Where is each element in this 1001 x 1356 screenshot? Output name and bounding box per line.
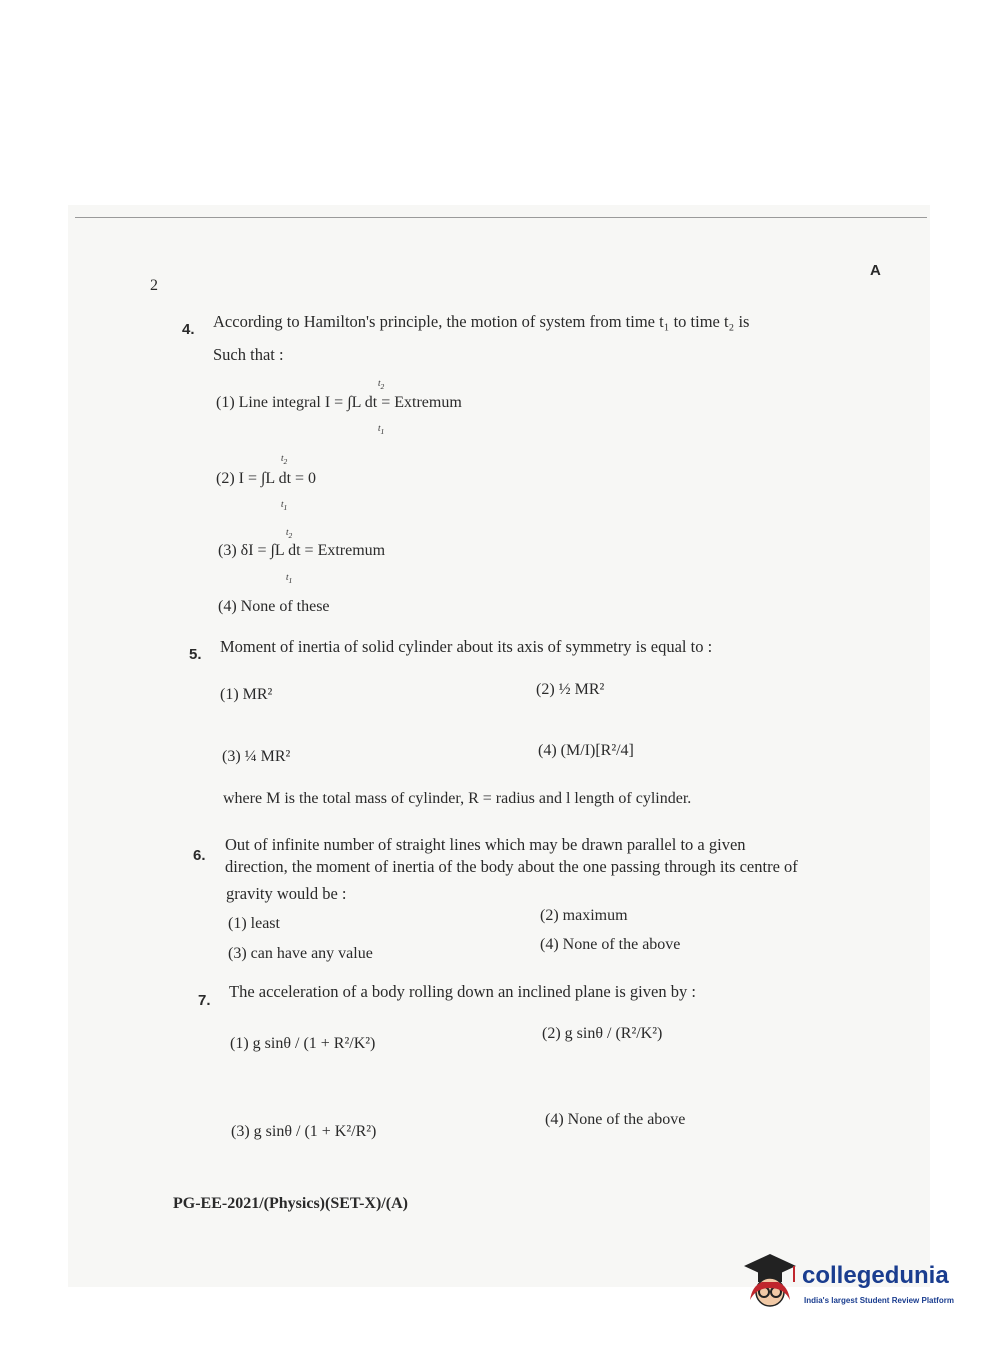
q4-option-1-text: (1) Line integral I = ∫L dt = Extremum [216, 394, 462, 411]
q7-option-3: (3) g sinθ / (1 + K²/R²) [231, 1123, 377, 1140]
top-rule [75, 217, 927, 218]
q7-text: The acceleration of a body rolling down an inclined plane is given by : [229, 982, 696, 1001]
logo-name: collegedunia [802, 1262, 949, 1289]
q4-option-3-text: (3) δI = ∫L dt = Extremum [218, 542, 386, 559]
q5-option-4: (4) (M/I)[R²/4] [538, 742, 634, 759]
q4-opt1-lower-limit: $t_1$ [378, 423, 385, 436]
collegedunia-logo [740, 1248, 970, 1318]
q5-option-1: (1) MR² [220, 686, 273, 703]
q4-option-4: (4) None of these [218, 598, 330, 615]
q4-option-2 [216, 470, 316, 488]
q4-opt2-upper-limit: $t_2$ [281, 453, 288, 466]
q6-line2: direction, the moment of inertia of the body about the one passing through its centre of [225, 857, 798, 876]
q5-option-2: (2) ½ MR² [536, 681, 605, 698]
page-sheet [68, 205, 930, 1287]
q6-option-3: (3) can have any value [228, 945, 373, 962]
q5-text: Moment of inertia of solid cylinder about its axis of symmetry is equal to : [220, 637, 713, 656]
q7-number: 7. [198, 992, 211, 1009]
q5-note: where M is the total mass of cylinder, R = radius and l length of cylinder. [223, 790, 692, 807]
q6-option-4: (4) None of the above [540, 936, 681, 953]
q4-option-2-text: (2) I = ∫L dt = 0 [216, 470, 317, 487]
q6-line3: gravity would be : [226, 884, 347, 903]
q7-option-2: (2) g sinθ / (R²/K²) [542, 1025, 663, 1042]
q6-option-2: (2) maximum [540, 907, 628, 924]
graduation-cap-face-icon [740, 1248, 800, 1312]
q4-opt2-lower-limit: $t_1$ [281, 499, 288, 512]
q4-text-line1: According to Hamilton's principle, the motion of system from time t₁ to time t₂ is [213, 312, 750, 331]
page-number: 2 [150, 277, 158, 294]
footer-code: PG-EE-2021/(Physics)(SET-X)/(A) [173, 1195, 408, 1212]
q4-number: 4. [182, 321, 195, 338]
q7-option-4: (4) None of the above [545, 1111, 686, 1128]
q4-option-1 [216, 394, 462, 412]
q4-opt1-upper-limit: $t_2$ [378, 378, 385, 391]
q5-option-3: (3) ¼ MR² [222, 748, 291, 765]
set-label: A [870, 262, 881, 279]
q4-text-line2: Such that : [213, 345, 284, 364]
q4-text [213, 312, 749, 332]
q6-option-1: (1) least [228, 915, 280, 932]
logo-tagline: India's largest Student Review Platform [804, 1296, 954, 1305]
q7-option-1: (1) g sinθ / (1 + R²/K²) [230, 1035, 376, 1052]
q4-option-3 [218, 542, 385, 560]
q5-number: 5. [189, 646, 202, 663]
q6-line1: Out of infinite number of straight lines which may be drawn parallel to a given [225, 835, 746, 854]
q4-opt3-upper-limit: $t_2$ [286, 527, 293, 540]
q4-opt3-lower-limit: $t_1$ [286, 572, 293, 585]
q6-number: 6. [193, 847, 206, 864]
